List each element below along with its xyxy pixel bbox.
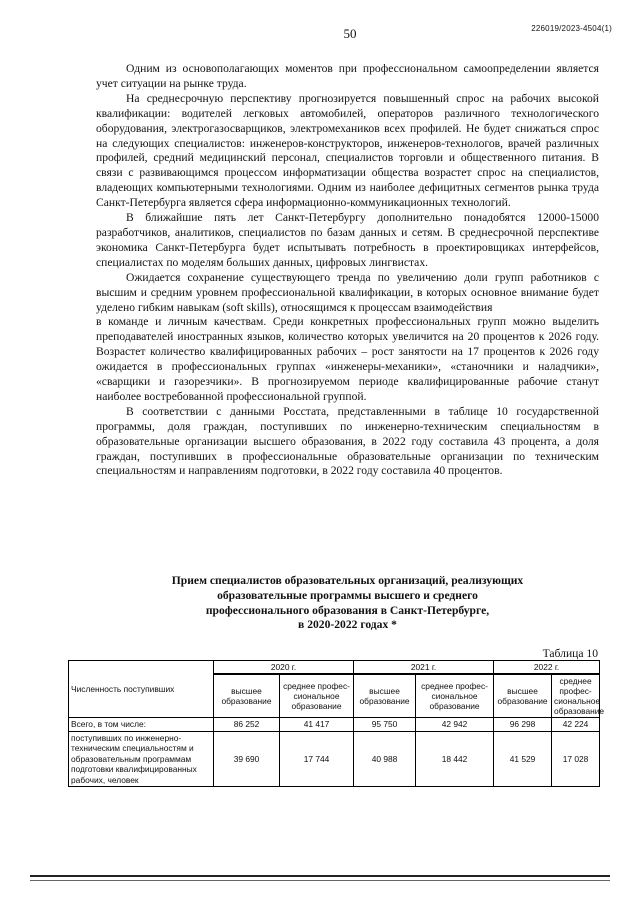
table-cell: 40 988 xyxy=(354,731,416,787)
table-cell: 42 224 xyxy=(552,718,600,732)
table-label: Таблица 10 xyxy=(542,647,598,660)
document-id: 226019/2023-4504(1) xyxy=(531,24,612,33)
table-cell: 86 252 xyxy=(214,718,280,732)
row-label: Всего, в том числе: xyxy=(69,718,214,732)
table-row xyxy=(69,718,600,732)
table-cell: 41 529 xyxy=(494,731,552,787)
year-header: 2020 г. xyxy=(214,661,354,675)
table-title-line: образовательные программы высшего и среднего xyxy=(217,588,478,602)
row-label: поступивших по инженерно-техническим специальностям и образовательным программам подготовки квалифицированных рабочих, человек xyxy=(69,731,214,787)
table-cell: 18 442 xyxy=(416,731,494,787)
paragraph: Одним из основополагающих моментов при профессиональном самоопределении является учет ситуации на рынке труда. xyxy=(96,62,599,90)
column-header: высшее образование xyxy=(214,674,280,718)
paragraph: В ближайшие пять лет Санкт-Петербургу дополнительно понадобятся 12000-15000 разработчиков, аналитиков, специалистов по базам данных и сетям. В среднесрочной перспективе экономика Санкт-Петербурга будет испытывать потребность в проектировщиках интерфейсов, специалистах по моделям больших данных, цифровых лингвистах. xyxy=(96,211,599,269)
table-header-row xyxy=(69,661,600,675)
year-header: 2022 г. xyxy=(494,661,600,675)
column-header: высшее образование xyxy=(354,674,416,718)
bottom-rule xyxy=(30,875,610,877)
body-text xyxy=(96,62,599,479)
table-cell: 17 744 xyxy=(280,731,354,787)
admissions-table xyxy=(68,660,605,787)
row-header: Численность поступивших xyxy=(69,661,214,718)
bottom-rule xyxy=(30,880,610,881)
table-cell: 41 417 xyxy=(280,718,354,732)
table-title-line: в 2020-2022 годах * xyxy=(298,618,397,632)
year-header: 2021 г. xyxy=(354,661,494,675)
table-title-line: профессионального образования в Санкт-Петербурге, xyxy=(205,603,490,617)
table-row xyxy=(69,731,600,787)
table-cell: 96 298 xyxy=(494,718,552,732)
column-header: среднее профес-сиональное образование xyxy=(280,674,354,718)
table-cell: 17 028 xyxy=(552,731,600,787)
table-title-line: Прием специалистов образовательных организаций, реализующих xyxy=(171,574,524,587)
table-title xyxy=(96,574,599,633)
table-cell: 39 690 xyxy=(214,731,280,787)
paragraph: В соответствии с данными Росстата, представленными в таблице 10 государственной программы, доля граждан, поступивших по инженерно-техническим специальностям в образовательные организации высшего образования, в 2022 году составила 43 процента, а доля граждан, поступивших в профессиональные образовательные организации по техническим специальностям и направлениям подготовки, в 2022 году составила 40 процентов. xyxy=(96,404,599,478)
paragraph: Ожидается сохранение существующего тренда по увеличению доли групп работников с высшим и средним уровнем профессиональной квалификации, в которых основное внимание будет уделено гибким навыкам (soft skills), относящимся к процессам взаимодействия xyxy=(96,270,599,314)
column-header: среднее профес-сиональное образование xyxy=(416,674,494,718)
page-number: 50 xyxy=(343,26,357,41)
paragraph: На среднесрочную перспективу прогнозируется повышенный спрос на рабочих высокой квалификации: водителей легковых автомобилей, операторов различного технологического оборудования, электрогазосварщиков, электромехаников всех профилей. Не будет снижаться спрос на следующих специалистов: инженеров-конструкторов, инженеров-технологов, врачей различных профилей, средний медицинский персонал, специалистов торговли и общественного питания. В связи с развивающимся процессом информатизации общества возрастет спрос на специалистов, владеющих компьютерными технологиями. Одним из наиболее дефицитных сегментов рынка труда Санкт-Петербурга является сфера информационно-коммуникационных технологий. xyxy=(96,91,599,210)
table-cell: 42 942 xyxy=(416,718,494,732)
paragraph: в команде и личным качествам. Среди конкретных профессиональных групп можно выделить преподавателей иностранных языков, количество которых увеличится на 20 процентов к 2026 году. Возрастет количество квалифицированных рабочих – рост занятости на 17 процентов к 2026 году ожидается в профессиональных группах «инженеры-механики», «станочники и наладчики», «сварщики и газорезчики». В прогнозируемом периоде квалифицированные рабочие станут наиболее востребованной профессиональной группой. xyxy=(96,315,599,403)
column-header: высшее образование xyxy=(494,674,552,718)
column-header: среднее профес-сиональное образование xyxy=(552,674,600,718)
table-cell: 95 750 xyxy=(354,718,416,732)
